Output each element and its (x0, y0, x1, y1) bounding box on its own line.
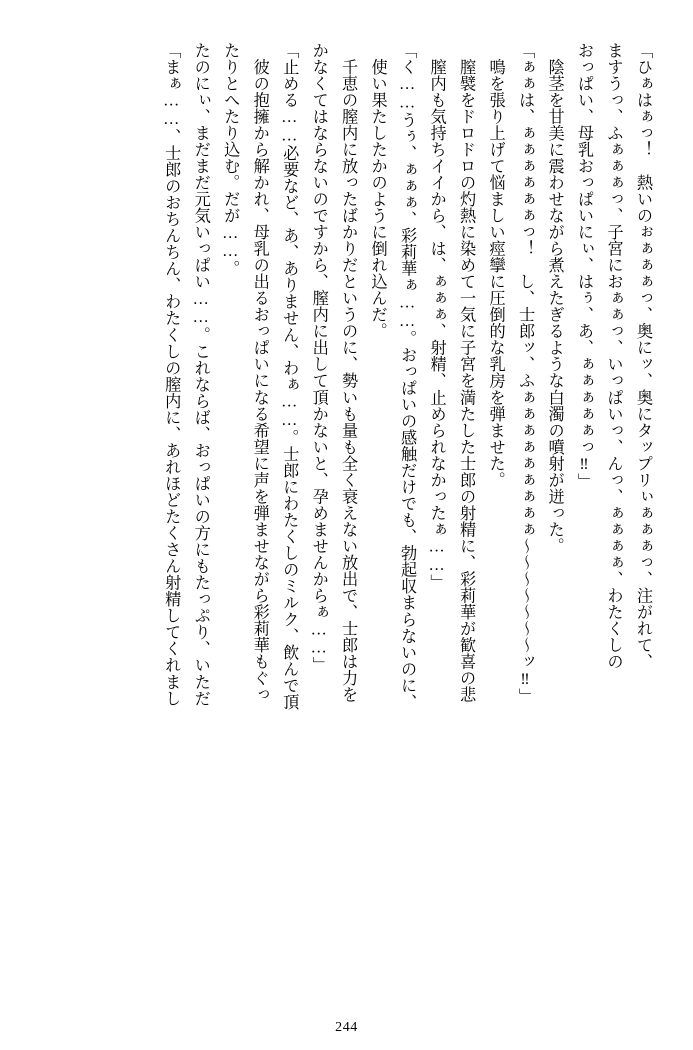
text-line: たのにぃ、まだまだ元気いっぱい……。これならば、おっぱいの方にもたっぷり、いただ (191, 42, 210, 707)
text-line: かなくてはならないのですから、膣内に出して頂かないと、孕めませんからぁ……」 (309, 42, 328, 674)
text-line: 「ひぁはぁっ！ 熱いのぉぁぁぁっ、奥にッ、奥にタップリぃぁぁぁっ、注がれて、 (634, 42, 652, 670)
text-line: 「まぁ……、士郎のおちんちん、わたくしの膣内に、あれほどたくさん射精してくれまし (162, 42, 181, 707)
text-line: たりとへたり込む。だが……。 (221, 42, 240, 277)
text-line: ますうっ、ふぁぁぁっ、子宮におぁぁっ、いっぱいっ、んっ、ぁぁぁぁ、わたくしの (604, 42, 623, 670)
text-line: 膣内も気持ちイイから、は、ぁぁぁ、射精、止められなかったぁ……」 (427, 42, 446, 591)
text-line: 陰茎を甘美に震わせながら煮えたぎるような白濁の噴射が迸った。 (545, 42, 564, 555)
text-line: おっぱい、母乳おっぱいにぃ、はぅ、あ、ぁぁぁぁぁっ‼」 (575, 42, 594, 490)
page-number: 244 (335, 1020, 358, 1035)
text-line: 千恵の膣内に放ったばかりだというのに、勢いも量も全く衰えない放出で、士郎は力を (339, 42, 358, 703)
vertical-text-body (36, 42, 657, 997)
text-line: 鳴を張り上げて悩ましい痙攣に圧倒的な乳房を弾ませた。 (486, 42, 505, 489)
text-line: 膣襞をドロドロの灼熱に染めて一気に子宮を満たした士郎の射精に、彩莉華が歓喜の悲 (457, 42, 476, 703)
text-line: 「く……うぅ、ぁぁぁ、彩莉華ぁ……。おっぱいの感触だけでも、勃起収まらないのに、 (398, 42, 417, 711)
text-line: 「止める……必要など、あ、ありません、わぁ……。士郎にわたくしのミルク、飲んで頂 (280, 42, 299, 711)
text-line: 彼の抱擁から解かれ、母乳の出るおっぱいになる希望に声を弾ませながら彩莉華もぐっ (250, 42, 269, 703)
text-line: 「ぁぁは、ぁぁぁぁぁぁっ！ し、士郎ッ、ふぁぁぁぁぁぁぁぁぁ～～～～～～～ッ‼」 (516, 42, 535, 705)
text-line: 使い果たしたかのように倒れ込んだ。 (368, 42, 387, 340)
